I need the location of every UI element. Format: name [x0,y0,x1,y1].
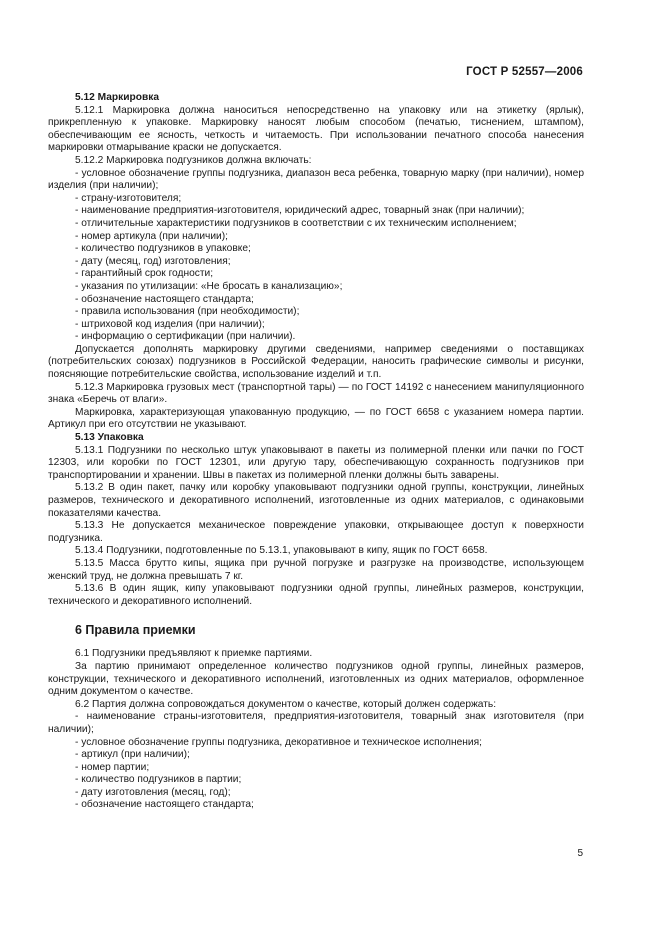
page-number: 5 [577,848,583,859]
paragraph: 5.13.2 В один пакет, пачку или коробку упаковывают подгузники одной группы, конструкции, линейных размеров, технического и декоративного исполнений, изготовленные из одних материалов, с одинаковыми показателями качества. [48,482,584,519]
paragraph: 6.1 Подгузники предъявляют к приемке партиями. [75,648,313,660]
list-item: - номер партии; [75,761,150,773]
subsection-heading: 5.13 Упаковка [75,432,144,444]
list-item: - условное обозначение группы подгузника, декоративное и техническое исполнения; [75,736,482,748]
list-item: - наименование предприятия-изготовителя, юридический адрес, товарный знак (при наличии); [75,205,525,217]
list-item: - условное обозначение группы подгузника, диапазон веса ребенка, товарную марку (при наличии), номер изделия (при наличии); [48,167,584,192]
list-item: - количество подгузников в партии; [75,774,242,786]
paragraph: Допускается дополнять маркировку другими сведениями, например сведениями о поставщиках (потребительских союзах) подгузников в Российской Федерации, наносить графические символы и рисунки, поясняющие потребительские свойства, использование изделий и т.п. [48,343,584,381]
subsection-heading: 5.12 Маркировка [75,92,159,103]
paragraph: За партию принимают определенное количество подгузников одной группы, линейных размеров, конструкции, технического и декоративного исполнений, изготовленных из одних материалов, оформленное одним документом о качестве. [48,660,584,698]
list-item: - дату изготовления (месяц, год); [75,786,231,798]
list-item: - дату (месяц, год) изготовления; [75,255,231,267]
paragraph: 5.12.3 Маркировка грузовых мест (транспортной тары) — по ГОСТ 14192 с нанесением манипуляционного знака «Беречь от влаги». [48,381,584,406]
list-item: - отличительные характеристики подгузников в соответствии с их техническим исполнением; [75,217,517,229]
list-item: - гарантийный срок годности; [75,268,214,280]
paragraph: 5.12.1 Маркировка должна наноситься непосредственно на упаковку или на этикетку (ярлык), прикрепленную к упаковке. Маркировку наносят любым способом (печатью, тиснением, штампом), обеспечивающим ее ясность, четкость и читаемость. При использовании печатного способа нанесения маркировки отмарывание краски не допускается. [48,104,584,154]
list-item: - обозначение настоящего стандарта; [75,799,254,811]
list-item: - страну-изготовителя; [75,192,182,204]
paragraph: Маркировка, характеризующая упакованную продукцию, — по ГОСТ 6658 с указанием номера партии. Артикул при его отсутствии не указывают. [48,406,584,431]
document-header: ГОСТ Р 52557—2006 [466,66,583,78]
paragraph: 6.2 Партия должна сопровождаться документом о качестве, который должен содержать: [75,698,497,710]
section-heading: 6 Правила приемки [75,623,196,638]
list-item: - обозначение настоящего стандарта; [75,293,254,305]
paragraph: 5.13.4 Подгузники, подготовленные по 5.13.1, упаковывают в кипу, ящик по ГОСТ 6658. [75,545,488,557]
document-body [48,92,584,812]
list-item: - штриховой код изделия (при наличии); [75,318,265,330]
list-item: - артикул (при наличии); [75,749,190,761]
paragraph: 5.12.2 Маркировка подгузников должна включать: [75,154,312,166]
list-item: - количество подгузников в упаковке; [75,243,251,255]
list-item: - правила использования (при необходимости); [75,306,300,318]
paragraph: 5.13.3 Не допускается механическое повреждение упаковки, открывающее доступ к поверхности подгузника. [48,520,584,544]
list-item: - информацию о сертификации (при наличии). [75,331,296,343]
paragraph: 5.13.5 Масса брутто кипы, ящика при ручной погрузке и разгрузке на производстве, использующем женский труд, не должна превышать 7 кг. [48,557,584,582]
list-item: - указания по утилизации: «Не бросать в канализацию»; [75,280,343,292]
list-item: - наименование страны-изготовителя, предприятия-изготовителя, товарный знак изготовителя (при наличии); [48,711,584,735]
paragraph: 5.13.6 В один ящик, кипу упаковывают подгузники одной группы, линейных размеров, конструкции, технического и декоративного исполнений. [48,583,584,607]
list-item: - номер артикула (при наличии); [75,230,228,242]
paragraph: 5.13.1 Подгузники по несколько штук упаковывают в пакеты из полимерной пленки или пачки по ГОСТ 12303, или коробки по ГОСТ 12301, или другую тару, обеспечивающую сохранность подгузников при транспортировании и хранении. Швы в пакетах из полимерной пленки должны быть заварены. [48,444,584,481]
